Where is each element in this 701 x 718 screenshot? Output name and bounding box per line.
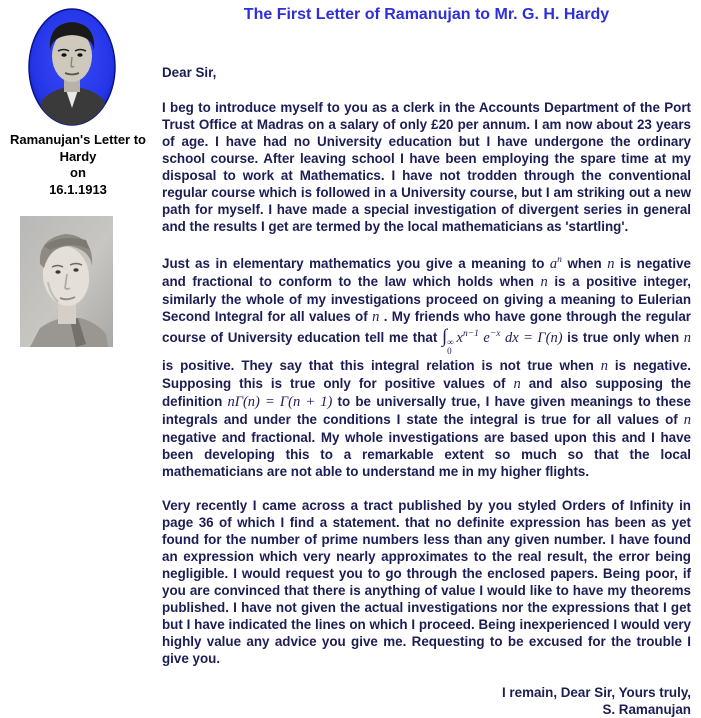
closing — [162, 684, 691, 718]
closing-line-1: I remain, Dear Sir, Yours truly, — [501, 684, 691, 700]
p2-text-8: and also supposing the definition — [162, 375, 691, 409]
p2-text-10: negative and fractional. My whole investigations are based upon this and I have been developing this to a remarkable extent so much so that the local mathematicians are not able to understand me in my higher flights. — [162, 429, 691, 479]
caption-line-1: Ramanujan's Letter to — [9, 132, 146, 147]
p2-text-3: is a positive integer, similarly the whole of my investigations proceed on giving a meaning to Eulerian Second Integral for all values of — [162, 273, 691, 324]
hardy-photo — [20, 216, 113, 347]
math-n: n — [372, 308, 380, 325]
p2-text-2: is negative and fractional to conform to the law which holds when — [162, 255, 692, 289]
photo-caption — [2, 132, 154, 198]
letter-body — [162, 64, 691, 718]
p2-text-4: . My friends who have gone through the regular course of University education tell me that — [162, 308, 691, 345]
closing-line-2: S. Ramanujan — [602, 701, 691, 717]
p2-text-6: is positive. They say that this integral relation is not true when — [162, 357, 601, 373]
p2-text-0: Just as in elementary mathematics you give a meaning to — [162, 255, 550, 271]
math-n: n — [607, 255, 615, 272]
paragraph-3: Very recently I came across a tract published by you styled Orders of Infinity in page 36 of which I find a statement. that no definite expression has been as yet found for the number of prime numbers less than any given number. I have found an expression which very nearly approximates to the real result, the error being negligible. I would request you to go through the enclosed papers. Being poor, if you are convinced that there is anything of value I would like to have my theorems published. I have not given the actual investigations nor the expressions that I get but I have indicated the lines on which I proceed. Being inexperienced I would very highly value any advice you give me. Requesting to be excused for the trouble I give you. — [162, 497, 691, 666]
page-title: The First Letter of Ramanujan to Mr. G. H. Hardy — [243, 6, 610, 23]
math-n: n — [683, 411, 691, 428]
ramanujan-photo — [28, 8, 116, 126]
caption-line-4: 16.1.1913 — [49, 181, 107, 197]
p2-text-1: when — [561, 255, 608, 271]
ramanujan-portrait-image — [28, 8, 116, 126]
caption-line-3: on — [70, 165, 86, 180]
sidebar — [0, 0, 160, 656]
p2-text-9: to be universally true, I have given meanings to these integrals and under the conditions I state the integral is true for all values of — [162, 393, 692, 427]
math-n: n — [540, 273, 548, 290]
paragraph-1: I beg to introduce myself to you as a clerk in the Accounts Department of the Port Trust Office at Madras on a salary of only £20 per annum. I am now about 23 years of age. I have had no University education but I have undergone the ordinary school course. After leaving school I have been employing the spare time at my disposal to work at Mathematics. I have not trodden through the conventional regular course which is followed in a University course, but I am striking out a new path for myself. I have made a special investigation of divergent series in general and the results I get are termed by the local mathematicians as 'startling'. — [162, 100, 691, 234]
caption-line-2: Hardy — [59, 148, 97, 164]
math-gamma-integral: ∫ ∞ 0 $x^{n-1}$ $e^{-x}$ dx = Γ(n) — [441, 325, 563, 357]
math-n: n — [683, 329, 691, 346]
math-n: n — [513, 375, 521, 392]
math-gamma-identity: nΓ(n) = Γ(n + 1) — [227, 393, 333, 410]
hardy-portrait-image — [20, 216, 113, 347]
paragraph-2 — [162, 252, 691, 480]
math-n: n — [600, 357, 608, 374]
p2-text-5: is true only when — [562, 329, 684, 345]
math-a-power-n: $a^n$ — [549, 255, 562, 272]
salutation: Dear Sir, — [162, 65, 217, 80]
p2-text-7: is negative. Supposing this is true only for positive values of — [162, 357, 691, 391]
